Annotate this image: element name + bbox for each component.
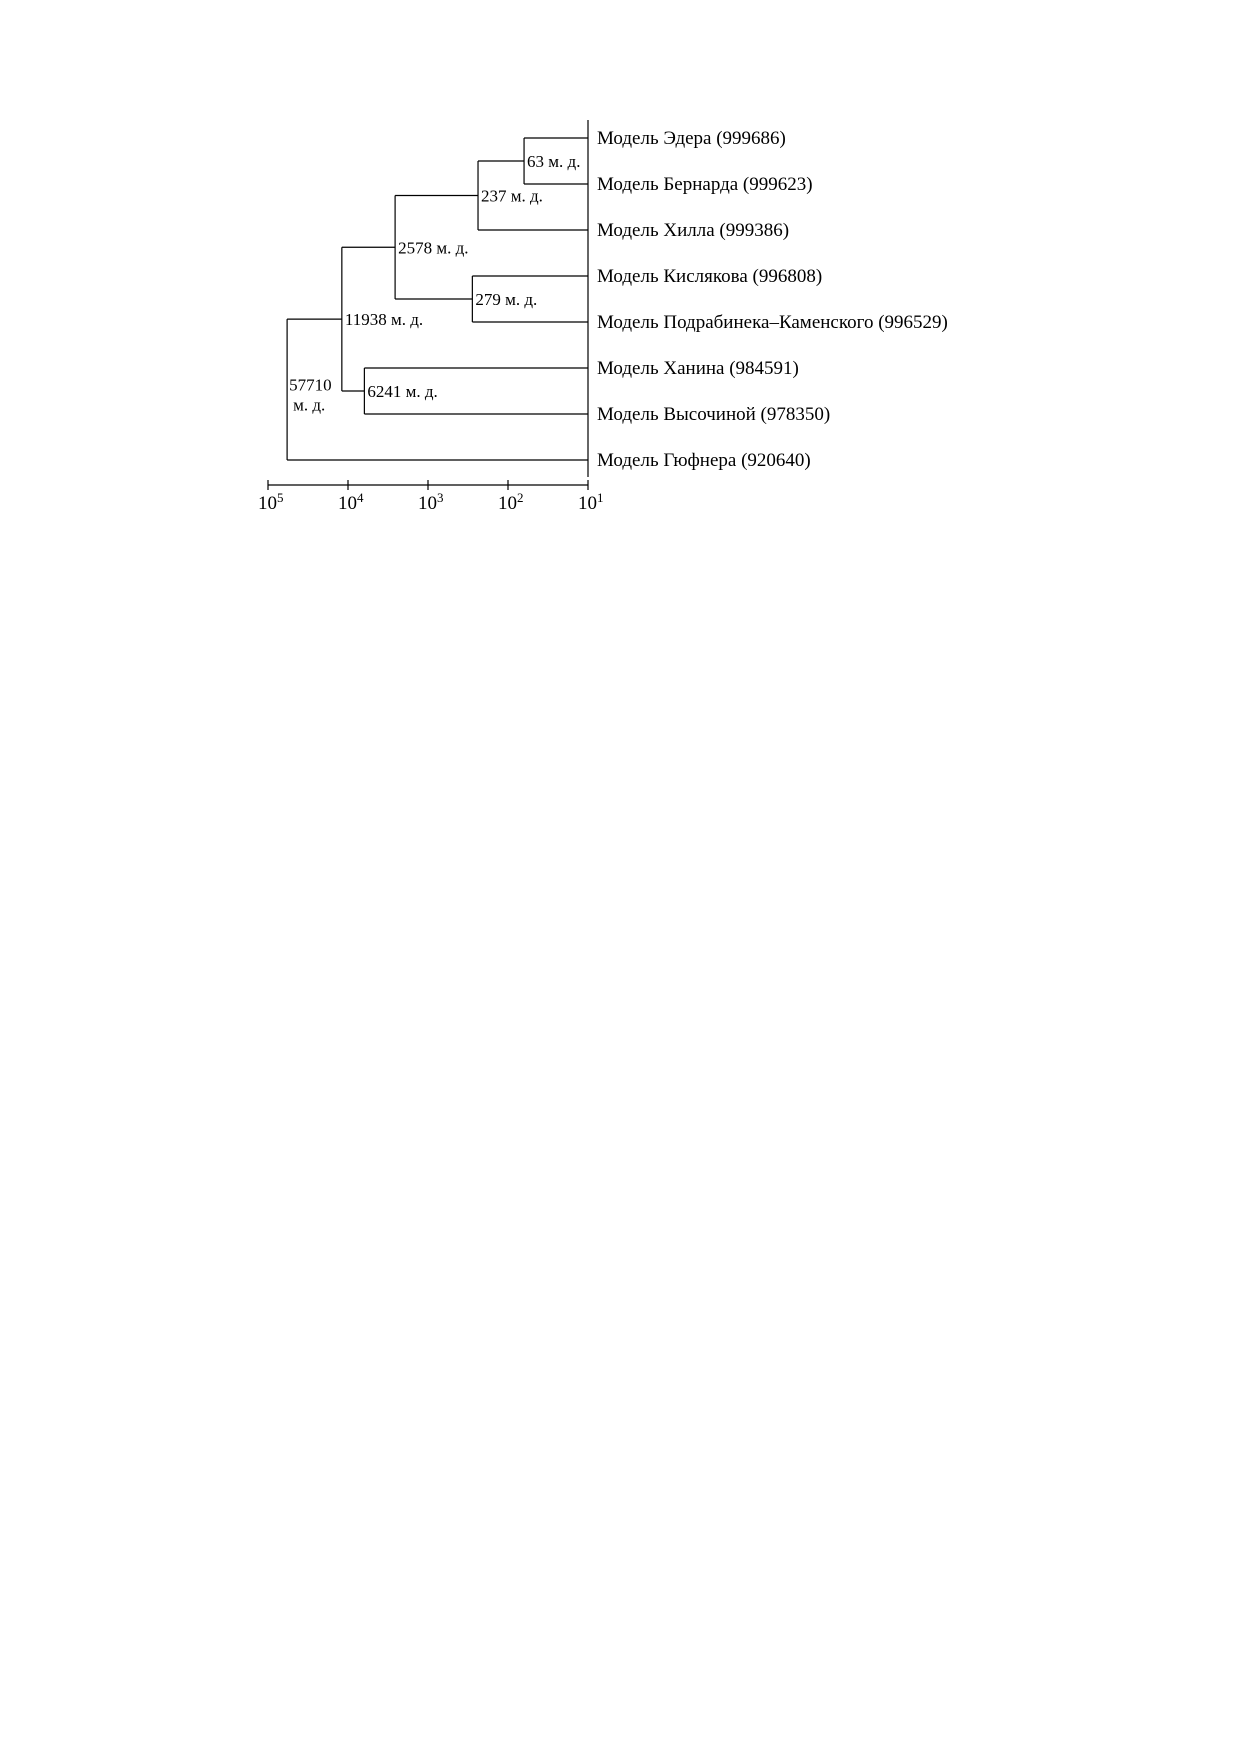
node-label-n3: 279 м. д.: [475, 290, 538, 309]
axis-tick-label-4: [578, 490, 604, 514]
axis-tick-exp-3: 2: [517, 490, 524, 505]
axis-tick-exp-4: 1: [597, 490, 604, 505]
leaf-label-eder: Модель Эдера (999686): [597, 128, 786, 149]
node-label-n5: 6241 м. д.: [367, 382, 438, 401]
node-label-n7-line2: м. д.: [293, 395, 326, 415]
axis-tick-base-1: 10: [338, 493, 357, 514]
node-label-n6: 11938 м. д.: [344, 310, 424, 330]
axis-tick-label-1: [338, 490, 364, 514]
axis-tick-label-3: [498, 490, 524, 514]
axis-tick-base-0: 10: [258, 493, 277, 514]
axis-tick-base-4: 10: [578, 493, 597, 514]
leaf-label-bernard: Модель Бернарда (999623): [597, 174, 813, 195]
axis-tick-label-2: [418, 490, 444, 514]
axis-tick-exp-1: 4: [357, 490, 364, 505]
node-label-n2: 237 м. д.: [481, 186, 543, 206]
leaf-label-kislyakov: Модель Кислякова (996808): [597, 266, 823, 287]
leaf-label-vysochina: Модель Высочиной (978350): [597, 404, 831, 425]
node-label-n1: 63 м. д.: [527, 152, 581, 171]
leaf-label-gyufner: Модель Гюфнера (920640): [597, 450, 811, 471]
leaf-label-khanin: Модель Ханина (984591): [597, 358, 799, 379]
axis-tick-exp-2: 3: [437, 490, 444, 505]
axis-tick-base-2: 10: [418, 493, 437, 514]
node-label-n4: 2578 м. д.: [398, 238, 469, 258]
axis-tick-base-3: 10: [498, 493, 517, 514]
leaf-label-hill: Модель Хилла (999386): [597, 220, 790, 241]
leaf-label-podrabinek: Модель Подрабинека–Каменского (996529): [597, 312, 948, 333]
node-label-n7-line1: 57710: [289, 375, 332, 395]
axis-tick-label-0: [258, 490, 284, 514]
axis-tick-exp-0: 5: [277, 490, 284, 505]
